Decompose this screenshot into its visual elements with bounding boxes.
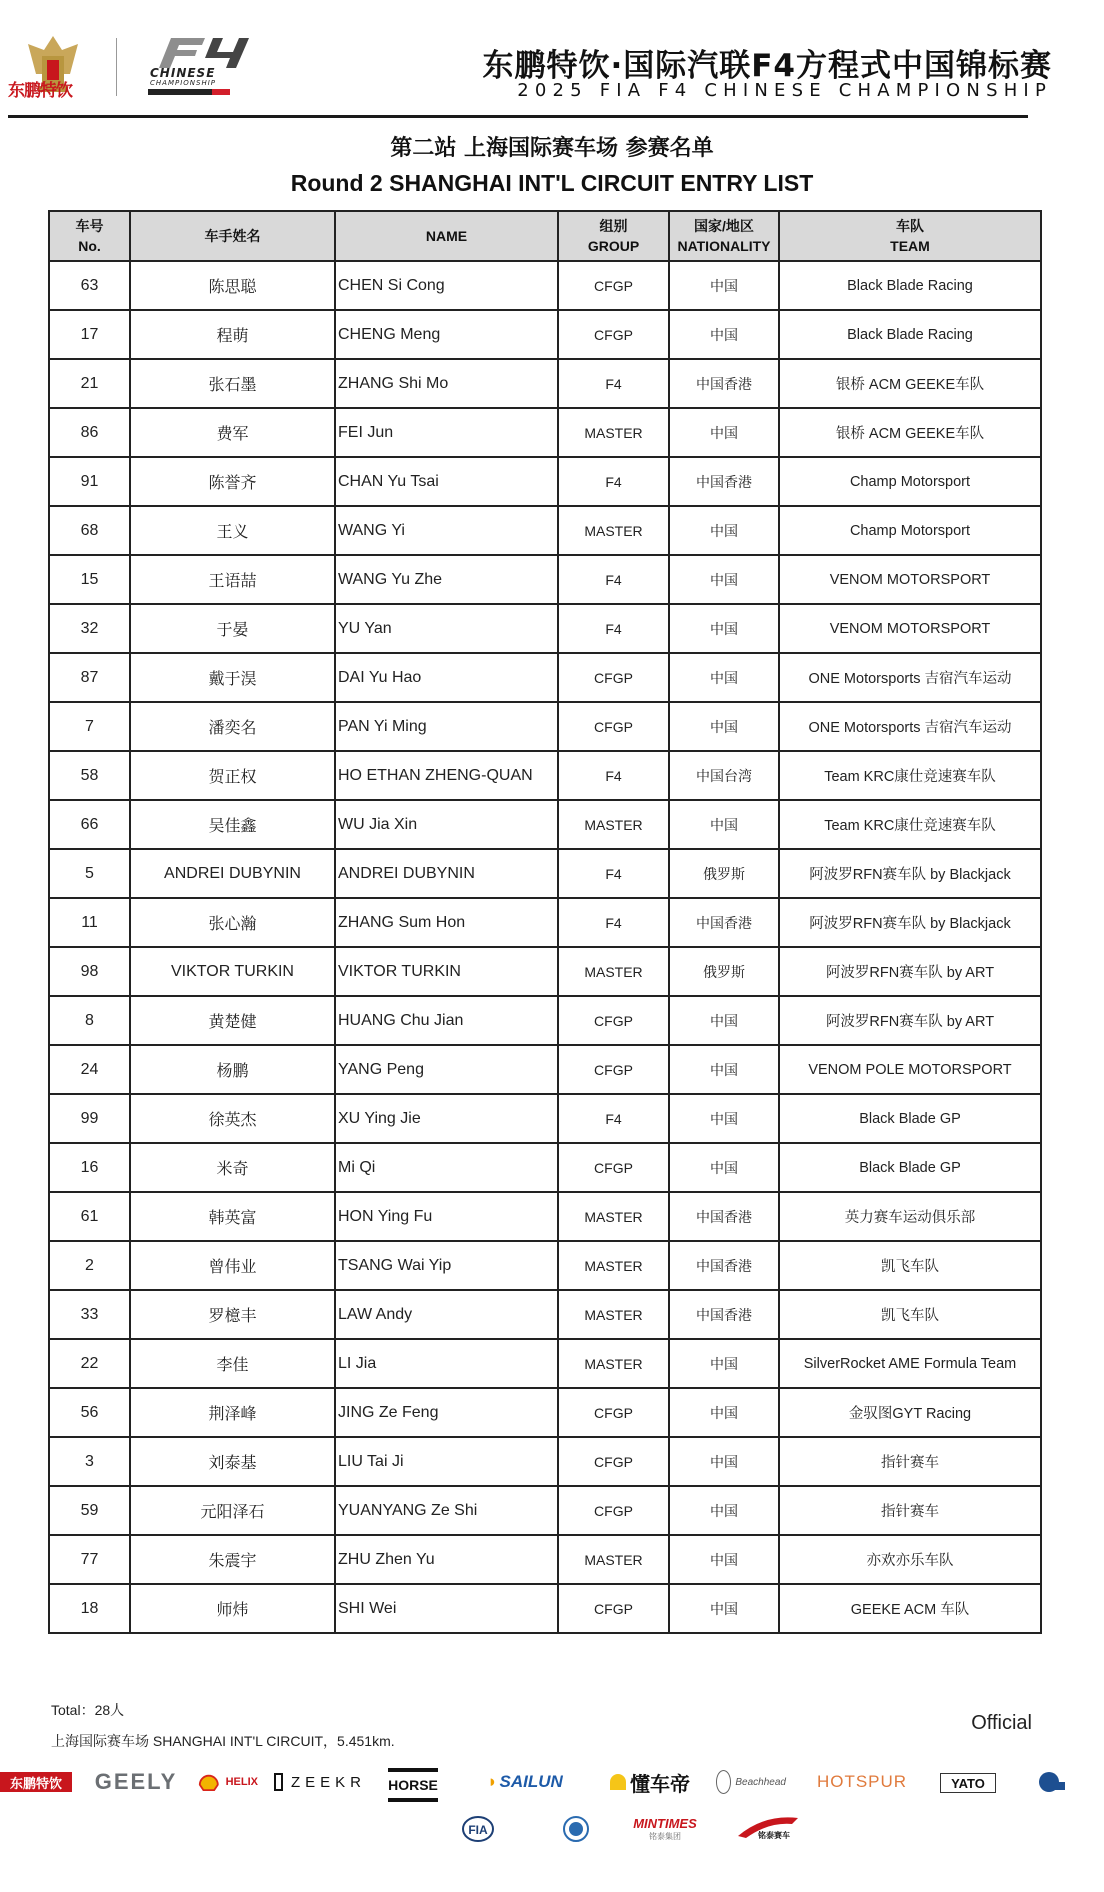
- cell-driver-name-cn: 陈誉齐: [130, 457, 335, 506]
- cell-group: F4: [558, 751, 669, 800]
- cell-team: Black Blade Racing: [779, 310, 1041, 359]
- cell-driver-name: XU Ying Jie: [335, 1094, 558, 1143]
- championship-title-en: 2025 FIA F4 CHINESE CHAMPIONSHIP: [517, 80, 1052, 101]
- table-row: [49, 1339, 1041, 1388]
- cell-team: VENOM POLE MOTORSPORT: [779, 1045, 1041, 1094]
- cell-car-number: 5: [49, 849, 130, 898]
- header-divider: [8, 115, 1028, 118]
- cell-group: CFGP: [558, 1584, 669, 1633]
- cell-group: CFGP: [558, 261, 669, 310]
- sponsor-dongchedi-logo: 懂车帝: [610, 1768, 690, 1796]
- cell-driver-name: WU Jia Xin: [335, 800, 558, 849]
- cell-group: MASTER: [558, 1290, 669, 1339]
- cell-car-number: 98: [49, 947, 130, 996]
- cell-team: 英力赛车运动俱乐部: [779, 1192, 1041, 1241]
- cell-car-number: 86: [49, 408, 130, 457]
- fia-globe-icon: [461, 1815, 495, 1843]
- cell-group: CFGP: [558, 1045, 669, 1094]
- table-row: [49, 604, 1041, 653]
- cell-team: Champ Motorsport: [779, 506, 1041, 555]
- cell-driver-name-cn: 李佳: [130, 1339, 335, 1388]
- cell-team: Team KRC康仕竞速赛车队: [779, 751, 1041, 800]
- f4-logo-championship: CHAMPIONSHIP: [150, 79, 217, 87]
- sponsor-blue-logo: [1032, 1768, 1072, 1796]
- cell-team: 亦欢亦乐车队: [779, 1535, 1041, 1584]
- shell-icon: [198, 1771, 220, 1793]
- sponsor-fia-logo: [461, 1814, 495, 1844]
- cell-driver-name: SHI Wei: [335, 1584, 558, 1633]
- cell-driver-name: DAI Yu Hao: [335, 653, 558, 702]
- table-row: [49, 1437, 1041, 1486]
- sponsor-horse-logo: HORSE: [388, 1768, 438, 1802]
- table-row: [49, 555, 1041, 604]
- cell-nationality: 中国: [669, 702, 779, 751]
- f4-logo-chinese: CHINESE: [150, 66, 216, 80]
- table-row: [49, 1241, 1041, 1290]
- cell-nationality: 中国: [669, 800, 779, 849]
- document-title-en: Round 2 SHANGHAI INT'L CIRCUIT ENTRY LIST: [290, 170, 814, 196]
- cell-car-number: 17: [49, 310, 130, 359]
- cell-group: MASTER: [558, 1192, 669, 1241]
- cell-team: Black Blade GP: [779, 1143, 1041, 1192]
- sponsor-shell-helix-logo: HELIX: [198, 1768, 258, 1796]
- cell-car-number: 59: [49, 1486, 130, 1535]
- cell-nationality: 中国: [669, 408, 779, 457]
- cell-driver-name-cn: 戴于淏: [130, 653, 335, 702]
- cell-nationality: 中国: [669, 1584, 779, 1633]
- document-title-cn: 第二站 上海国际赛车场 参赛名单: [390, 136, 714, 161]
- cell-nationality: 俄罗斯: [669, 947, 779, 996]
- cell-driver-name-cn: 王语喆: [130, 555, 335, 604]
- sponsor-mintimes-logo: MINTIMES 铭泰集团: [633, 1816, 697, 1841]
- sponsor-yato-logo: YATO: [940, 1773, 996, 1793]
- cell-driver-name: FEI Jun: [335, 408, 558, 457]
- column-header-group: 组别 GROUP: [558, 211, 669, 261]
- cell-nationality: 中国香港: [669, 1290, 779, 1339]
- cell-driver-name-cn: 徐英杰: [130, 1094, 335, 1143]
- cell-car-number: 18: [49, 1584, 130, 1633]
- cell-car-number: 7: [49, 702, 130, 751]
- sponsor-geely-logo: GEELY: [94, 1769, 178, 1794]
- cell-team: VENOM MOTORSPORT: [779, 555, 1041, 604]
- cell-driver-name: LIU Tai Ji: [335, 1437, 558, 1486]
- cell-nationality: 中国: [669, 1388, 779, 1437]
- cell-group: CFGP: [558, 996, 669, 1045]
- cell-car-number: 11: [49, 898, 130, 947]
- cell-group: CFGP: [558, 1143, 669, 1192]
- cell-driver-name: LI Jia: [335, 1339, 558, 1388]
- cell-driver-name-cn: 师炜: [130, 1584, 335, 1633]
- cell-driver-name: VIKTOR TURKIN: [335, 947, 558, 996]
- column-header-name: NAME: [335, 211, 558, 261]
- cell-nationality: 中国香港: [669, 898, 779, 947]
- cell-team: Black Blade Racing: [779, 261, 1041, 310]
- beachhead-icon: [716, 1770, 731, 1794]
- table-row: [49, 359, 1041, 408]
- dongchedi-icon: [610, 1774, 626, 1790]
- cell-driver-name: CHEN Si Cong: [335, 261, 558, 310]
- cell-nationality: 中国: [669, 506, 779, 555]
- cell-nationality: 中国: [669, 261, 779, 310]
- cell-team: 指针赛车: [779, 1486, 1041, 1535]
- cell-nationality: 中国: [669, 653, 779, 702]
- cell-group: F4: [558, 555, 669, 604]
- svg-text:铭泰赛车: 铭泰赛车: [758, 1831, 790, 1840]
- cell-car-number: 15: [49, 555, 130, 604]
- column-header-driver-name-cn: 车手姓名: [130, 211, 335, 261]
- cell-car-number: 58: [49, 751, 130, 800]
- cell-team: 阿波罗RFN赛车队 by ART: [779, 947, 1041, 996]
- cell-driver-name: HO ETHAN ZHENG-QUAN: [335, 751, 558, 800]
- cell-driver-name: ANDREI DUBYNIN: [335, 849, 558, 898]
- cell-car-number: 87: [49, 653, 130, 702]
- cell-group: F4: [558, 359, 669, 408]
- cell-team: 银桥 ACM GEEKE车队: [779, 359, 1041, 408]
- cell-nationality: 中国: [669, 996, 779, 1045]
- cell-nationality: 中国: [669, 310, 779, 359]
- cell-team: 凯飞车队: [779, 1290, 1041, 1339]
- table-row: [49, 947, 1041, 996]
- cell-driver-name-cn: 陈思聪: [130, 261, 335, 310]
- cell-group: MASTER: [558, 1535, 669, 1584]
- table-header-row: [49, 211, 1041, 261]
- total-count: Total：28人: [51, 1702, 125, 1718]
- table-row: [49, 653, 1041, 702]
- cell-driver-name-cn: 费军: [130, 408, 335, 457]
- sailun-icon: ◗: [487, 1772, 498, 1791]
- table-row: [49, 261, 1041, 310]
- cell-car-number: 68: [49, 506, 130, 555]
- table-row: [49, 1045, 1041, 1094]
- cell-team: Black Blade GP: [779, 1094, 1041, 1143]
- cell-team: ONE Motorsports 吉宿汽车运动: [779, 702, 1041, 751]
- cell-driver-name-cn: 于晏: [130, 604, 335, 653]
- cell-nationality: 中国: [669, 1143, 779, 1192]
- cell-team: SilverRocket AME Formula Team: [779, 1339, 1041, 1388]
- table-row: [49, 1094, 1041, 1143]
- camf-emblem-icon: [562, 1815, 590, 1843]
- sponsor-blue-icon: [1037, 1770, 1067, 1794]
- cell-team: 阿波罗RFN赛车队 by ART: [779, 996, 1041, 1045]
- table-row: [49, 849, 1041, 898]
- sponsor-hotspur-logo: HOTSPUR: [816, 1772, 908, 1791]
- table-row: [49, 898, 1041, 947]
- cell-driver-name-cn: ANDREI DUBYNIN: [130, 849, 335, 898]
- cell-nationality: 中国: [669, 555, 779, 604]
- cell-group: CFGP: [558, 310, 669, 359]
- cell-driver-name: ZHANG Shi Mo: [335, 359, 558, 408]
- sponsor-sailun-logo: ◗ SAILUN: [487, 1772, 563, 1791]
- cell-driver-name: CHAN Yu Tsai: [335, 457, 558, 506]
- cell-nationality: 中国台湾: [669, 751, 779, 800]
- cell-team: Team KRC康仕竞速赛车队: [779, 800, 1041, 849]
- cell-driver-name: CHENG Meng: [335, 310, 558, 359]
- cell-car-number: 61: [49, 1192, 130, 1241]
- zeekr-icon: [274, 1773, 283, 1791]
- cell-group: MASTER: [558, 506, 669, 555]
- cell-group: F4: [558, 457, 669, 506]
- cell-driver-name: PAN Yi Ming: [335, 702, 558, 751]
- column-header-number: 车号 No.: [49, 211, 130, 261]
- cell-team: 阿波罗RFN赛车队 by Blackjack: [779, 898, 1041, 947]
- cell-nationality: 中国香港: [669, 1192, 779, 1241]
- table-row: [49, 1143, 1041, 1192]
- cell-group: CFGP: [558, 653, 669, 702]
- cell-driver-name-cn: 吴佳鑫: [130, 800, 335, 849]
- cell-nationality: 中国: [669, 1535, 779, 1584]
- cell-team: ONE Motorsports 吉宿汽车运动: [779, 653, 1041, 702]
- table-row: [49, 1584, 1041, 1633]
- cell-car-number: 32: [49, 604, 130, 653]
- cell-nationality: 中国香港: [669, 359, 779, 408]
- cell-group: F4: [558, 1094, 669, 1143]
- cell-driver-name-cn: 朱震宇: [130, 1535, 335, 1584]
- cell-driver-name-cn: VIKTOR TURKIN: [130, 947, 335, 996]
- cell-car-number: 24: [49, 1045, 130, 1094]
- cell-team: GEEKE ACM 车队: [779, 1584, 1041, 1633]
- sponsor-mintimes-motorsport-logo: [734, 1810, 806, 1846]
- cell-driver-name-cn: 贺正权: [130, 751, 335, 800]
- cell-driver-name-cn: 荆泽峰: [130, 1388, 335, 1437]
- cell-car-number: 3: [49, 1437, 130, 1486]
- cell-driver-name-cn: 张石墨: [130, 359, 335, 408]
- table-row: [49, 1192, 1041, 1241]
- cell-nationality: 中国: [669, 1094, 779, 1143]
- table-row: [49, 457, 1041, 506]
- cell-group: F4: [558, 604, 669, 653]
- cell-team: 指针赛车: [779, 1437, 1041, 1486]
- cell-nationality: 中国: [669, 1486, 779, 1535]
- cell-nationality: 中国: [669, 1045, 779, 1094]
- cell-driver-name: YANG Peng: [335, 1045, 558, 1094]
- cell-driver-name: HUANG Chu Jian: [335, 996, 558, 1045]
- column-header-nationality: 国家/地区 NATIONALITY: [669, 211, 779, 261]
- cell-driver-name-cn: 罗檍丰: [130, 1290, 335, 1339]
- cell-group: MASTER: [558, 1339, 669, 1388]
- cell-nationality: 中国: [669, 1437, 779, 1486]
- column-header-team: 车队 TEAM: [779, 211, 1041, 261]
- cell-car-number: 33: [49, 1290, 130, 1339]
- cell-driver-name-cn: 程萌: [130, 310, 335, 359]
- cell-group: MASTER: [558, 947, 669, 996]
- cell-driver-name: ZHU Zhen Yu: [335, 1535, 558, 1584]
- sponsor-zeekr-logo: ZEEKR: [274, 1770, 366, 1794]
- table-row: [49, 408, 1041, 457]
- cell-driver-name: WANG Yi: [335, 506, 558, 555]
- entry-list-table: [48, 210, 1042, 1634]
- cell-car-number: 91: [49, 457, 130, 506]
- cell-driver-name: WANG Yu Zhe: [335, 555, 558, 604]
- f4-logo-red-tab: [212, 89, 230, 95]
- circuit-info: 上海国际赛车场 SHANGHAI INT'L CIRCUIT，5.451km.: [51, 1733, 395, 1749]
- cell-driver-name-cn: 潘奕名: [130, 702, 335, 751]
- cell-group: MASTER: [558, 800, 669, 849]
- sponsor-dongpeng-logo: 东鹏特饮: [0, 1772, 72, 1792]
- cell-car-number: 22: [49, 1339, 130, 1388]
- table-row: [49, 1535, 1041, 1584]
- cell-group: CFGP: [558, 1388, 669, 1437]
- cell-group: MASTER: [558, 1241, 669, 1290]
- cell-group: F4: [558, 849, 669, 898]
- cell-driver-name-cn: 韩英富: [130, 1192, 335, 1241]
- cell-driver-name: HON Ying Fu: [335, 1192, 558, 1241]
- cell-nationality: 俄罗斯: [669, 849, 779, 898]
- table-row: [49, 506, 1041, 555]
- cell-driver-name: LAW Andy: [335, 1290, 558, 1339]
- cell-car-number: 63: [49, 261, 130, 310]
- cell-car-number: 21: [49, 359, 130, 408]
- table-row: [49, 1290, 1041, 1339]
- cell-group: MASTER: [558, 408, 669, 457]
- championship-title-cn: 东鹏特饮·国际汽联F4方程式中国锦标赛: [482, 48, 1052, 84]
- cell-car-number: 56: [49, 1388, 130, 1437]
- cell-group: CFGP: [558, 1486, 669, 1535]
- cell-group: F4: [558, 898, 669, 947]
- cell-driver-name: YU Yan: [335, 604, 558, 653]
- cell-driver-name-cn: 米奇: [130, 1143, 335, 1192]
- cell-team: Champ Motorsport: [779, 457, 1041, 506]
- table-row: [49, 996, 1041, 1045]
- cell-nationality: 中国: [669, 604, 779, 653]
- cell-car-number: 8: [49, 996, 130, 1045]
- dongpeng-brand-text: 东鹏特饮: [8, 81, 72, 101]
- cell-car-number: 99: [49, 1094, 130, 1143]
- table-row: [49, 800, 1041, 849]
- table-row: [49, 1388, 1041, 1437]
- header-vertical-divider: [116, 38, 117, 96]
- cell-driver-name-cn: 王义: [130, 506, 335, 555]
- cell-team: 阿波罗RFN赛车队 by Blackjack: [779, 849, 1041, 898]
- svg-text:FIA: FIA: [468, 1823, 488, 1837]
- cell-group: CFGP: [558, 1437, 669, 1486]
- cell-driver-name: JING Ze Feng: [335, 1388, 558, 1437]
- cell-driver-name: ZHANG Sum Hon: [335, 898, 558, 947]
- cell-driver-name-cn: 黄楚健: [130, 996, 335, 1045]
- cell-car-number: 16: [49, 1143, 130, 1192]
- cell-car-number: 66: [49, 800, 130, 849]
- table-row: [49, 310, 1041, 359]
- sponsor-camf-logo: [562, 1815, 590, 1843]
- cell-team: 凯飞车队: [779, 1241, 1041, 1290]
- cell-driver-name: TSANG Wai Yip: [335, 1241, 558, 1290]
- cell-driver-name-cn: 张心瀚: [130, 898, 335, 947]
- cell-driver-name-cn: 元阳泽石: [130, 1486, 335, 1535]
- cell-group: CFGP: [558, 702, 669, 751]
- cell-driver-name-cn: 曾伟业: [130, 1241, 335, 1290]
- table-body: [49, 261, 1041, 1633]
- cell-driver-name-cn: 刘泰基: [130, 1437, 335, 1486]
- cell-team: 银桥 ACM GEEKE车队: [779, 408, 1041, 457]
- cell-nationality: 中国: [669, 1339, 779, 1388]
- cell-driver-name: Mi Qi: [335, 1143, 558, 1192]
- sponsor-beachhead-logo: Beachhead: [716, 1768, 786, 1796]
- table-row: [49, 702, 1041, 751]
- cell-driver-name-cn: 杨鹏: [130, 1045, 335, 1094]
- mintimes-motorsport-swoosh-icon: [734, 1810, 806, 1846]
- cell-car-number: 77: [49, 1535, 130, 1584]
- table-row: [49, 751, 1041, 800]
- cell-nationality: 中国香港: [669, 1241, 779, 1290]
- cell-nationality: 中国香港: [669, 457, 779, 506]
- cell-team: VENOM MOTORSPORT: [779, 604, 1041, 653]
- table-row: [49, 1486, 1041, 1535]
- cell-team: 金驭图GYT Racing: [779, 1388, 1041, 1437]
- official-status: Official: [971, 1712, 1032, 1734]
- cell-driver-name: YUANYANG Ze Shi: [335, 1486, 558, 1535]
- cell-car-number: 2: [49, 1241, 130, 1290]
